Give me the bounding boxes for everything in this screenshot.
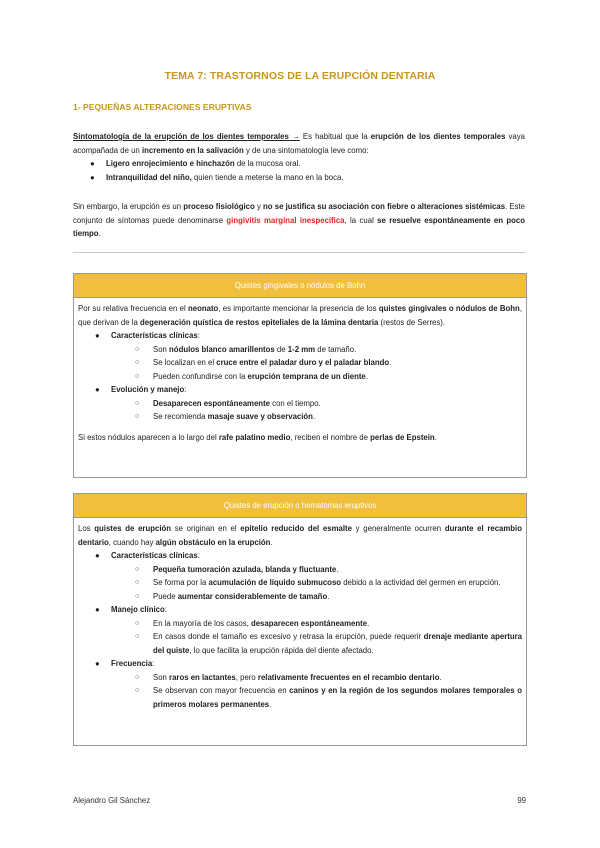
list-item: ○ Son raros en lactantes, pero relativamente frecuentes en el recambio dentario. xyxy=(78,671,522,685)
list-item: ● Frecuencia: xyxy=(78,657,522,671)
box-header: Quistes de erupción o hematomas eruptivos xyxy=(74,494,526,518)
bullet-circle-icon: ○ xyxy=(135,345,140,353)
bullet-circle-icon: ○ xyxy=(135,592,140,600)
bohn-nodules-box xyxy=(73,273,527,478)
bullet-circle-icon: ○ xyxy=(135,399,140,407)
gingivitis-paragraph: Sin embargo, la erupción es un proceso fisiológico y no se justifica su asociación con fiebre o alteraciones sistémicas. Este conjunto de síntomas puede denominarse gingivitis marginal inespecífica, la cual se resuelve espontáneamente en poco tiempo. xyxy=(73,202,526,238)
box-body xyxy=(74,298,526,448)
section-heading: 1- PEQUEÑAS ALTERACIONES ERUPTIVAS xyxy=(73,102,252,112)
bullet-circle-icon: ○ xyxy=(135,372,140,380)
list-item: ○ Puede aumentar considerablemente de tamaño. xyxy=(78,590,522,604)
box-closing-note: Si estos nódulos aparecen a lo largo del rafe palatino medio, reciben el nombre de perlas de Epstein. xyxy=(78,432,437,442)
list-item: ● Evolución y manejo: xyxy=(78,383,522,397)
bullet-circle-icon: ○ xyxy=(135,565,140,573)
box-intro: Los quistes de erupción se originan en el epitelio reducido del esmalte y generalmente ocurren durante el recambio dentario, cuando hay algún obstáculo en la erupción. xyxy=(78,524,522,547)
list-item: ● Intranquilidad del niño, quien tiende a meterse la mano en la boca. xyxy=(73,171,525,185)
list-item: ● Manejo clínico: xyxy=(78,603,522,617)
footer-author: Alejandro Gil Sánchez xyxy=(73,796,151,805)
list-item: ○ Pequeña tumoración azulada, blanda y fluctuante. xyxy=(78,563,522,577)
bullet-dot-icon: ● xyxy=(95,659,100,668)
bullet-circle-icon: ○ xyxy=(135,633,140,640)
chapter-title: TEMA 7: TRASTORNOS DE LA ERUPCIÓN DENTARIA xyxy=(164,70,436,82)
bullet-circle-icon: ○ xyxy=(135,673,140,681)
box-list xyxy=(78,329,522,424)
intro-paragraph: Sintomatología de la erupción de los dientes temporales → Es habitual que la erupción de los dientes temporales vaya acompañada de un incremento en la salivación y de una sintomatología leve como: ● Ligero enrojecimiento e hinchazón de la mucosa oral. ● Intranquilidad del niño, quien tiende a meterse la mano en la boca. xyxy=(73,130,525,184)
highlighted-term: gingivitis marginal inespecífica xyxy=(226,215,345,225)
bullet-circle-icon: ○ xyxy=(135,579,140,586)
list-item: ○ Se observan con mayor frecuencia en caninos y en la región de los segundos molares temporales o primeros molares permanentes. xyxy=(135,686,522,709)
box-intro: Por su relativa frecuencia en el neonato, es importante mencionar la presencia de los quistes gingivales o nódulos de Bohn, que derivan de la degeneración quística de restos epiteliales de la lámina dentaria (restos de Serres). xyxy=(78,304,522,327)
list-item: ○ Son nódulos blanco amarillentos de 1-2 mm de tamaño. xyxy=(78,343,522,357)
list-item: ○ Desaparecen espontáneamente con el tiempo. xyxy=(78,397,522,411)
list-item: ○ Se localizan en el cruce entre el paladar duro y el paladar blando. xyxy=(78,356,522,370)
box-header: Quistes gingivales o nódulos de Bohn xyxy=(74,274,526,298)
bullet-dot-icon: ● xyxy=(90,172,95,182)
list-item: ○ Se forma por la acumulación de líquido submucoso debido a la actividad del germen en erupción. xyxy=(78,576,522,590)
bullet-circle-icon: ○ xyxy=(135,619,140,627)
intro-lead: Sintomatología de la erupción de los dientes temporales → xyxy=(73,132,300,141)
list-item: ○ Se recomienda masaje suave y observación. xyxy=(78,410,522,424)
bullet-circle-icon: ○ xyxy=(135,359,140,366)
section-divider xyxy=(73,252,526,253)
list-item: ● Ligero enrojecimiento e hinchazón de la mucosa oral. xyxy=(73,157,525,171)
list-item: ○ En la mayoría de los casos, desaparecen espontáneamente. xyxy=(78,617,522,631)
bullet-circle-icon: ○ xyxy=(135,687,140,694)
list-item: ○ Pueden confundirse con la erupción temprana de un diente. xyxy=(78,370,522,384)
bullet-dot-icon: ● xyxy=(95,331,100,340)
bullet-dot-icon: ● xyxy=(95,551,100,560)
page-number: 99 xyxy=(517,796,526,805)
box-body xyxy=(74,518,526,715)
list-item: ○ En casos donde el tamaño es excesivo y retrasa la erupción, puede requerir drenaje mediante apertura del quiste, lo que facilita la erupción rápida del diente afectado. xyxy=(135,632,523,655)
bullet-circle-icon: ○ xyxy=(135,413,140,420)
intro-bullet-list xyxy=(73,157,525,184)
box-list xyxy=(78,549,522,711)
list-item: ● Características clínicas: xyxy=(78,329,522,343)
bullet-dot-icon: ● xyxy=(90,159,95,168)
eruption-cysts-box xyxy=(73,493,527,746)
bullet-dot-icon: ● xyxy=(95,605,100,614)
bullet-dot-icon: ● xyxy=(95,385,100,394)
list-item: ● Características clínicas: xyxy=(78,549,522,563)
